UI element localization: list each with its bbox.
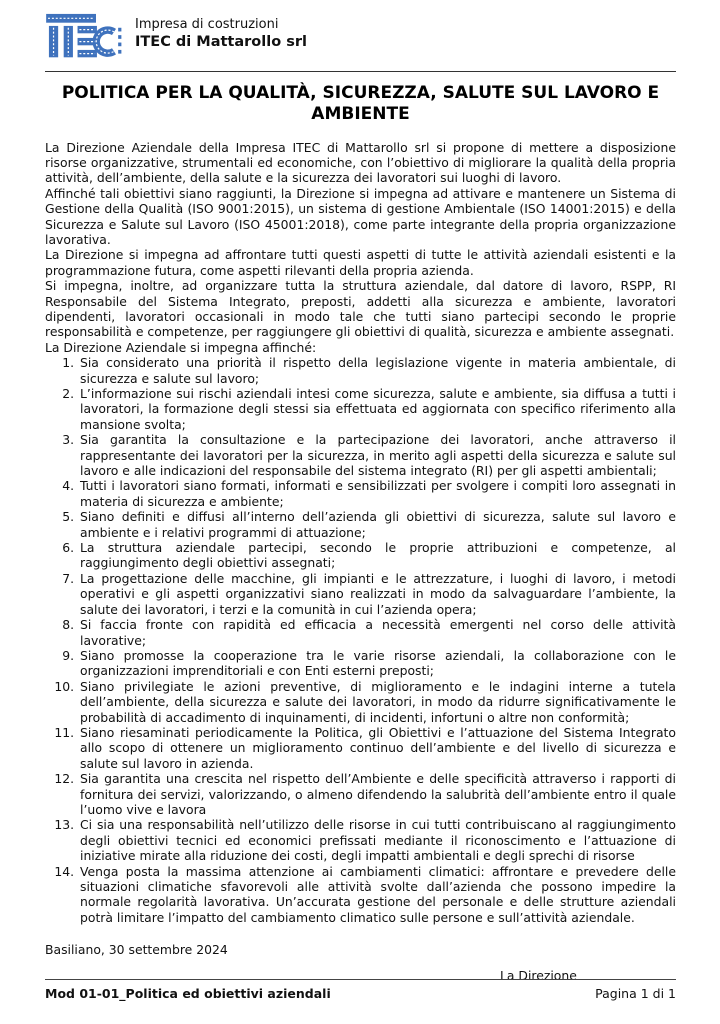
paragraph: La Direzione Aziendale si impegna affinché: (45, 339, 317, 355)
document-body (45, 140, 676, 984)
footer-doc-code: Mod 01-01_Politica ed obiettivi aziendali (45, 986, 331, 1001)
paragraph: Si impegna, inoltre, ad organizzare tutta la struttura aziendale, dal datore di lavoro, RSPP, RI Responsabile del Sistema Integrato, preposti, addetti alla sicurezza e ambiente, lavoratori dipendenti, lavoratori occasionali in modo tale che tutti siano partecipi secondo le proprie responsabilità e competenze, per raggiungere gli obiettivi di qualità, sicurezza e ambiente assegnati. (45, 278, 676, 340)
list-item: 5. Siano definiti e diffusi all’interno dell’azienda gli obiettivi di sicurezza, salute sul lavoro e ambiente e i relativi programmi di attuazione; (78, 509, 676, 540)
company-tagline: Impresa di costruzioni (135, 17, 279, 32)
date-place: Basiliano, 30 settembre 2024 (45, 942, 228, 958)
commitments-list (45, 355, 676, 925)
paragraph: La Direzione Aziendale della Impresa ITEC di Mattarollo srl si propone di mettere a disposizione risorse organizzative, strumentali ed economiche, con l’obiettivo di migliorare la qualità della propria attività, dell’ambiente, della salute e la sicurezza dei lavoratori sui luoghi di lavoro. (45, 139, 676, 186)
paragraph: Affinché tali obiettivi siano raggiunti, la Direzione si impegna ad attivare e mantenere un Sistema di Gestione della Qualità (ISO 9001:2015), un sistema di gestione Ambientale (ISO 14001:2015) e della Sicurezza e Salute sul Lavoro (ISO 45001:2018), come parte integrante della propria organizzazione lavorativa. (45, 185, 676, 247)
list-item: 13. Ci sia una responsabilità nell’utilizzo delle risorse in cui tutti contribuiscano al raggiungimento degli obiettivi tecnici ed economici prefissati mediante il riconoscimento e l’attuazione di iniziative mirate alla riduzione dei costi, degli impatti ambientali e degli sprechi di risorse (78, 817, 676, 863)
list-item: 11. Siano riesaminati periodicamente la Politica, gli Obiettivi e l’attuazione del Sistema Integrato allo scopo di ottenere un miglioramento continuo dell’ambiente e del livello di sicurezza e salute sul lavoro in azienda. (78, 725, 676, 771)
list-item: 14. Venga posta la massima attenzione ai cambiamenti climatici: affrontare e prevedere delle situazioni climatiche sfavorevoli alle attività svolte dall’azienda che possono impedire la normale regolarità lavorativa. Un’accurata gestione del personale e delle strutture aziendali potrà limitare l’impatto del cambiamento climatico sulle persone e sull’attività aziendale. (78, 864, 676, 926)
paragraph: La Direzione si impegna ad affrontare tutti questi aspetti di tutte le attività aziendali esistenti e la programmazione futura, come aspetti rilevanti della propria azienda. (45, 247, 676, 278)
intro-paragraphs (45, 140, 676, 356)
itec-logo-icon (45, 13, 123, 61)
list-item: 6. La struttura aziendale partecipi, secondo le proprie attribuzioni e competenze, al raggiungimento degli obiettivi assegnati; (78, 540, 676, 571)
list-item: 2. L’informazione sui rischi aziendali intesi come sicurezza, salute e ambiente, sia diffusa a tutti i lavoratori, la formazione degli stessi sia effettuata ed aggiornata con specifico riferimento alla mansione svolta; (78, 386, 676, 432)
footer-page-number: Pagina 1 di 1 (595, 986, 676, 1001)
list-item: 8. Si faccia fronte con rapidità ed efficacia a necessità emergenti nel corso delle attività lavorative; (78, 617, 676, 648)
company-name: ITEC di Mattarollo srl (135, 34, 307, 51)
signature: La Direzione (500, 967, 577, 983)
header-divider (45, 71, 676, 72)
list-item: 4. Tutti i lavoratori siano formati, informati e sensibilizzati per svolgere i compiti loro assegnati in materia di sicurezza e ambiente; (78, 478, 676, 509)
list-item: 9. Siano promosse la cooperazione tra le varie risorse aziendali, la collaborazione con le organizzazioni imprenditoriali e con Enti esterni preposti; (78, 648, 676, 679)
list-item: 7. La progettazione delle macchine, gli impianti e le attrezzature, i luoghi di lavoro, i metodi operativi e gli aspetti organizzativi siano realizzati in modo da salvaguardare l’ambiente, la salute dei lavoratori, i terzi e la comunità in cui l’azienda opera; (78, 571, 676, 617)
list-item: 3. Sia garantita la consultazione e la partecipazione dei lavoratori, anche attraverso il rappresentante dei lavoratori per la sicurezza, in merito agli aspetti della sicurezza e salute sul lavoro e alle indicazioni del responsabile del sistema integrato (RI) per gli aspetti ambientali; (78, 432, 676, 478)
list-item: 12. Sia garantita una crescita nel rispetto dell’Ambiente e delle specificità attraverso i rapporti di fornitura dei servizi, valorizzando, o almeno difendendo la salubrità dell’ambiente entro il quale l’uomo vive e lavora (78, 771, 676, 817)
page-title: POLITICA PER LA QUALITÀ, SICUREZZA, SALUTE SUL LAVORO E AMBIENTE (61, 83, 660, 125)
company-logo (45, 13, 123, 65)
letterhead (45, 0, 676, 65)
list-item: 1. Sia considerato una priorità il rispetto della legislazione vigente in materia ambientale, di sicurezza e salute sul lavoro; (78, 355, 676, 386)
letterhead-text (135, 13, 307, 51)
list-item: 10. Siano privilegiate le azioni preventive, di miglioramento e le indagini interne a tutela dell’ambiente, della sicurezza e salute dei lavoratori, in modo da ridurre significativamente le probabilità di accadimento di inquinamenti, di incidenti, infortuni o altre non conformità; (78, 679, 676, 725)
page-footer (45, 979, 676, 1001)
